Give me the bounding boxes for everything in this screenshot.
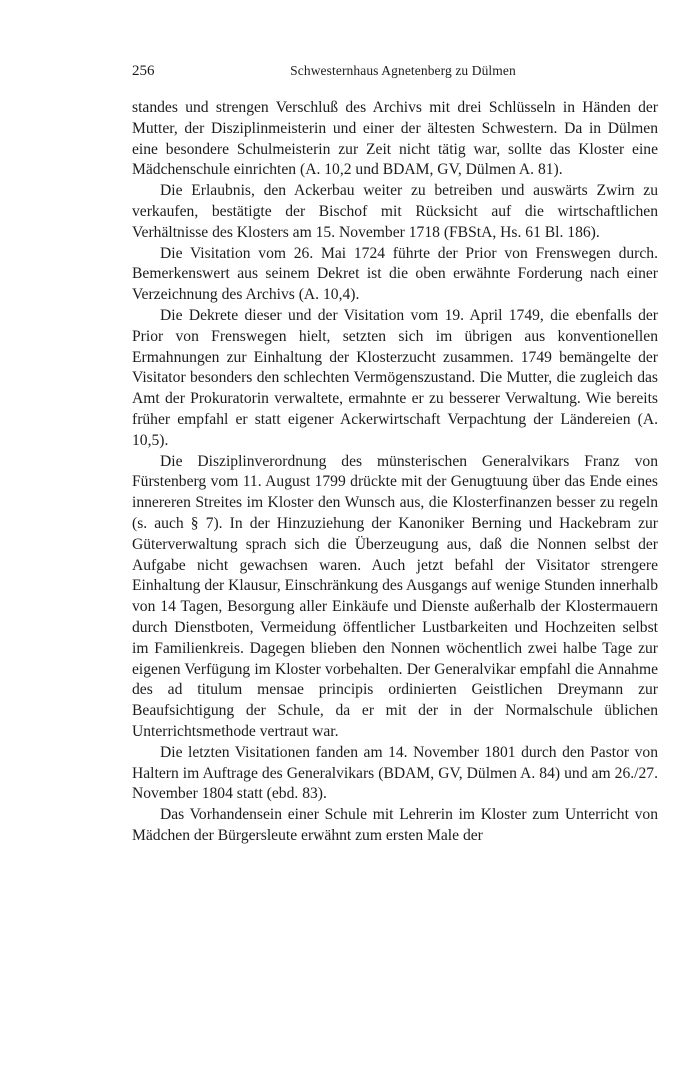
paragraph: Die Disziplinverordnung des münsterischen Generalvikars Franz von Fürstenberg vom 11. August 1799 drückte mit der Genugtuung über das Ende eines innereren Streites im Kloster den Wunsch aus, die Klosterfinanzen besser zu regeln (s. auch § 7). In der Hinzuziehung der Kanoniker Berning und Hackebram zur Güterverwaltung sprach sich die Überzeugung aus, daß die Nonnen selbst der Aufgabe nicht gewachsen waren. Auch jetzt befahl der Visitator strengere Einhaltung der Klausur, Einschränkung des Ausgangs auf wenige Stunden innerhalb von 14 Tagen, Besorgung aller Einkäufe und Dienste außerhalb der Klostermauern durch Dienstboten, Vermeidung öffentlicher Lustbarkeiten und Hochzeiten selbst im Familienkreis. Dagegen blieben den Nonnen wöchentlich zwei halbe Tage zur eigenen Verfügung im Kloster vorbehalten. Der Generalvikar empfahl die Annahme des ad titulum mensae principis ordinierten Geistlichen Dreymann zur Beaufsichtigung der Schule, da er mit der in der Normalschule üblichen Unterrichtsmethode vertraut war. — [132, 452, 658, 740]
paragraph-continuation: standes und strengen Verschluß des Archivs mit drei Schlüsseln in Händen der Mutter, der Disziplinmeisterin und einer der ältesten Schwestern. Da in Dülmen eine besondere Schulmeisterin zur Zeit nicht tätig war, sollte das Kloster eine Mädchenschule einrichten (A. 10,2 und BDAM, GV, Dülmen A. 81). — [132, 99, 658, 179]
paragraph: Die Visitation vom 26. Mai 1724 führte der Prior von Frenswegen durch. Bemerkenswert aus seinem Dekret ist die oben erwähnte Forderung nach einer Verzeichnung des Archivs (A. 10,4). — [132, 244, 658, 304]
running-head — [132, 58, 658, 84]
paragraph: Die Erlaubnis, den Ackerbau weiter zu betreiben und auswärts Zwirn zu verkaufen, bestätigte der Bischof mit Rücksicht auf die wirtschaftlichen Verhältnisse des Klosters am 15. November 1718 (FBStA, Hs. 61 Bl. 186). — [132, 182, 658, 241]
book-page — [132, 58, 658, 847]
paragraph: Die Dekrete dieser und der Visitation vom 19. April 1749, die ebenfalls der Prior von Frenswegen hielt, setzten sich im übrigen aus konventionellen Ermahnungen zur Einhaltung der Klosterzucht zusammen. 1749 bemängelte der Visitator besonders den schlechten Vermögenszustand. Die Mutter, die zugleich das Amt der Prokuratorin verwaltete, ermahnte er zu besserer Verwaltung. Wie bereits früher empfahl er statt eigener Ackerwirtschaft Verpachtung der Ländereien (A. 10,5). — [132, 306, 658, 449]
body-text — [132, 98, 658, 847]
page-number: 256 — [132, 63, 155, 79]
paragraph: Die letzten Visitationen fanden am 14. November 1801 durch den Pastor von Haltern im Auftrage des Generalvikars (BDAM, GV, Dülmen A. 84) und am 26./27. November 1804 statt (ebd. 83). — [132, 743, 658, 803]
paragraph: Das Vorhandensein einer Schule mit Lehrerin im Kloster zum Unterricht von Mädchen der Bürgersleute erwähnt zum ersten Male der — [132, 806, 658, 844]
running-title: Schwesternhaus Agnetenberg zu Dülmen — [290, 63, 516, 78]
